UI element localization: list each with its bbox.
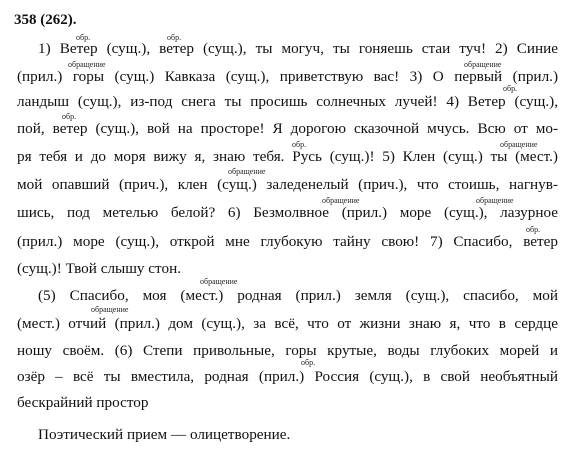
annotation-obrashchenie: обращение bbox=[476, 196, 514, 205]
text-line: бескрайний простор bbox=[17, 394, 149, 411]
text-line: мой опавший (прич.), клен (сущ.) заледенелый (прич.), что стоишь, нагнув- bbox=[17, 176, 558, 193]
text-line: (сущ.)! Твой слышу стон. bbox=[17, 260, 182, 277]
text-line: (прил.) горы (сущ.) Кавказа (сущ.), приветствую вас! 3) О первый (прил.) bbox=[17, 68, 558, 85]
exercise-number: 358 (262). bbox=[14, 12, 77, 28]
text-line: ря тебя и до моря вижу я, знаю тебя. Русь (сущ.)! 5) Клен (сущ.) ты (мест.) bbox=[17, 148, 558, 165]
text-line: пой, ветер (сущ.), вой на просторе! Я дорогою сказочной мчусь. Всю от мо- bbox=[17, 120, 558, 137]
annotation-obrashchenie: обращение bbox=[68, 60, 106, 69]
text-line: (5) Спасибо, моя (мест.) родная (прил.) земля (сущ.), спасибо, мой bbox=[38, 287, 558, 304]
text-line: 1) Ветер (сущ.), ветер (сущ.), ты могуч, ты гоняешь стаи туч! 2) Синие bbox=[38, 40, 558, 57]
annotation-obr: обр. bbox=[292, 140, 307, 149]
text-line: ношу своём. (6) Степи привольные, горы крутые, воды глубоких морей и bbox=[17, 342, 558, 359]
annotation-obr: обр. bbox=[526, 225, 541, 234]
annotation-obrashchenie: обращение bbox=[500, 140, 538, 149]
text-line: шись, под метелью белой? 6) Безмолвное (прил.) море (сущ.), лазурное bbox=[17, 204, 558, 221]
text-line: (мест.) отчий (прил.) дом (сущ.), за всё, что от жизни знаю я, что в сердце bbox=[17, 315, 558, 332]
text-line: (прил.) море (сущ.), открой мне глубокую тайну свою! 7) Спасибо, ветер bbox=[17, 233, 558, 250]
annotation-obr: обр. bbox=[62, 112, 77, 121]
annotation-obr: обр. bbox=[503, 84, 518, 93]
annotation-obrashchenie: обращение bbox=[91, 305, 129, 314]
annotation-obrashchenie: обращение bbox=[322, 196, 360, 205]
annotation-obrashchenie: обращение bbox=[228, 167, 266, 176]
conclusion-text: Поэтический прием — олицетворение. bbox=[38, 426, 291, 443]
annotation-obrashchenie: обращение bbox=[200, 277, 238, 286]
annotation-obrashchenie: обращение bbox=[464, 60, 502, 69]
annotation-obr: обр. bbox=[301, 358, 316, 367]
annotation-obr: обр. bbox=[76, 33, 91, 42]
annotation-obr: обр. bbox=[167, 33, 182, 42]
text-line: озёр – всё ты вместила, родная (прил.) Россия (сущ.), в свой необъятный bbox=[17, 368, 558, 385]
text-line: ландыш (сущ.), из-под снега ты просишь солнечных лучей! 4) Ветер (сущ.), bbox=[17, 93, 558, 110]
